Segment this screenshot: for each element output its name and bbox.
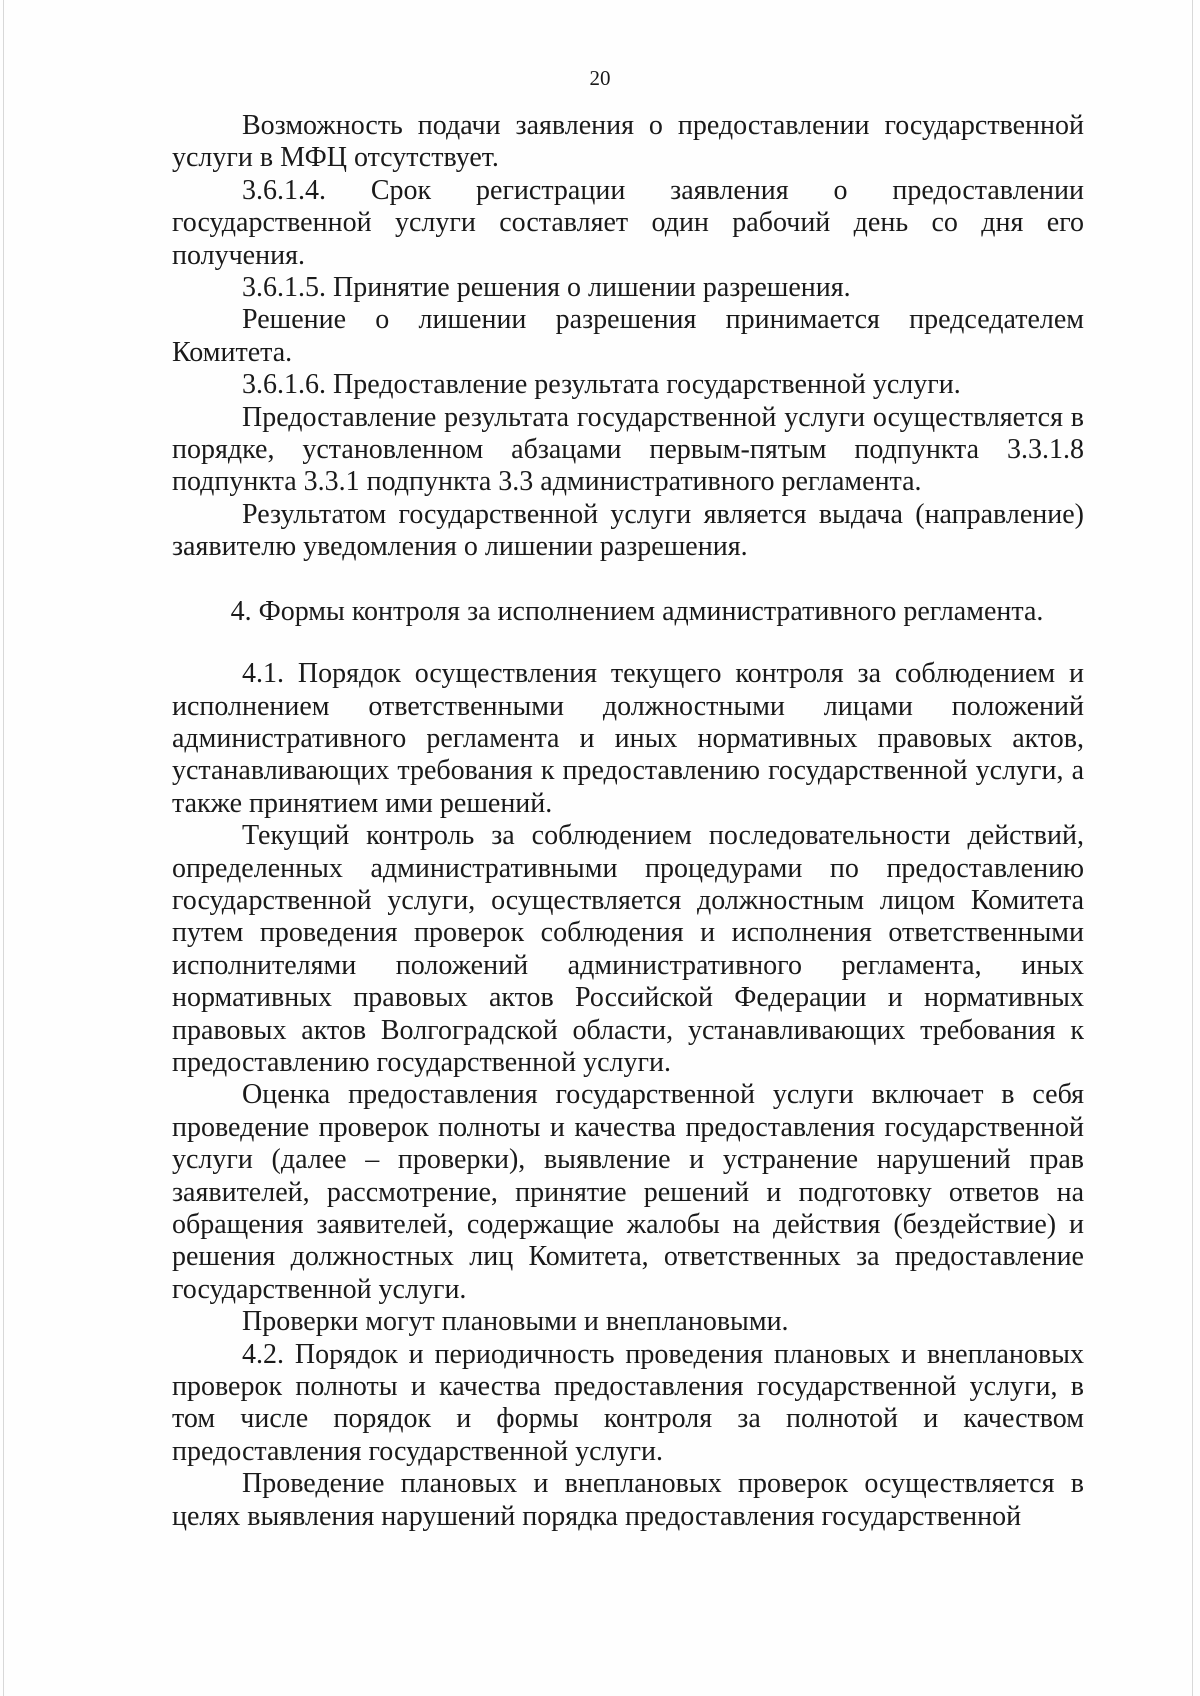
- paragraph-checks-purpose: Проведение плановых и внеплановых проверок осуществляется в целях выявления нарушений порядка предоставления государственной: [172, 1468, 1084, 1532]
- section-heading: 4. Формы контроля за исполнением административного регламента.: [230, 595, 1044, 627]
- page-left-edge: [3, 0, 4, 1696]
- paragraph-assessment: Оценка предоставления государственной услуги включает в себя проведение проверок полноты и качества предоставления государственной услуги (далее – проверки), выявление и устранение нарушений прав заявителей, рассмотрение, принятие решений и подготовку ответов на обращения заявителей, содержащие жалобы на действия (бездействие) и решения должностных лиц Комитета, ответственных за предоставление государственной услуги.: [172, 1079, 1084, 1305]
- document-body: [172, 110, 1084, 1533]
- paragraph-result: Результатом государственной услуги является выдача (направление) заявителю уведомления о лишении разрешения.: [172, 498, 1084, 563]
- page-number: 20: [589, 66, 611, 90]
- paragraph-checks: Проверки могут плановыми и внеплановыми.: [242, 1306, 789, 1338]
- paragraph-mfc: Возможность подачи заявления о предоставлении государственной услуги в МФЦ отсутствует.: [172, 110, 1084, 174]
- paragraph-decision: Решение о лишении разрешения принимается председателем Комитета.: [172, 304, 1084, 368]
- paragraph-4-1: 4.1. Порядок осуществления текущего контроля за соблюдением и исполнением ответственными должностными лицами положений административного регламента и иных нормативных правовых актов, устанавливающих требования к предоставлению государственной услуги, а также принятием ими решений.: [172, 658, 1084, 819]
- paragraph-4-2: 4.2. Порядок и периодичность проведения плановых и внеплановых проверок полноты и качества предоставления государственной услуги, в том числе порядок и формы контроля за полнотой и качеством предоставления государственной услуги.: [172, 1338, 1084, 1467]
- spacer: [172, 628, 1084, 658]
- page-right-edge: [1192, 0, 1193, 1696]
- spacer: [172, 564, 1084, 596]
- paragraph-3-6-1-4: 3.6.1.4. Срок регистрации заявления о предоставлении государственной услуги составляет один рабочий день со дня его получения.: [172, 174, 1084, 271]
- paragraph-3-6-1-6: 3.6.1.6. Предоставление результата государственной услуги.: [242, 369, 961, 401]
- paragraph-result-order: Предоставление результата государственной услуги осуществляется в порядке, установленном абзацами первым-пятым подпункта 3.3.1.8 подпункта 3.3.1 подпункта 3.3 административного регламента.: [172, 401, 1084, 498]
- paragraph-3-6-1-5: 3.6.1.5. Принятие решения о лишении разрешения.: [242, 272, 851, 304]
- paragraph-current-control: Текущий контроль за соблюдением последовательности действий, определенных административными процедурами по предоставлению государственной услуги, осуществляется должностным лицом Комитета путем проведения проверок соблюдения и исполнения ответственными исполнителями положений административного регламента, иных нормативных правовых актов Российской Федерации и нормативных правовых актов Волгоградской области, устанавливающих требования к предоставлению государственной услуги.: [172, 820, 1084, 1078]
